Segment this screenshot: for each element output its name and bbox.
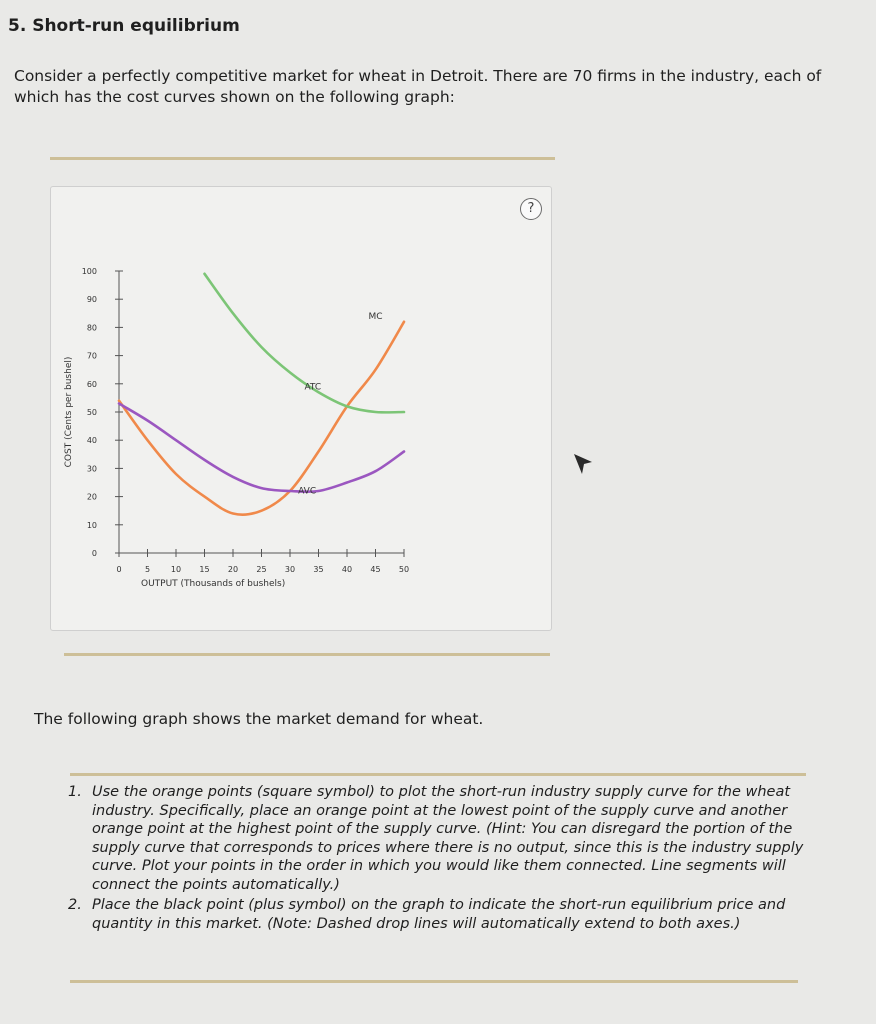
y-tick-label: 80: [86, 323, 97, 333]
instruction-number: 2.: [68, 897, 82, 913]
y-tick-label: 40: [86, 436, 97, 446]
x-tick-label: 30: [284, 565, 296, 574]
x-tick-label: 0: [116, 565, 122, 574]
divider-top: [50, 157, 555, 160]
y-tick-label: 10: [86, 520, 97, 530]
divider-instructions-top: [70, 773, 806, 776]
atc-curve-label: ATC: [304, 382, 322, 393]
help-icon[interactable]: ?: [520, 198, 542, 220]
mouse-pointer-icon: [572, 452, 596, 476]
y-tick-label: 100: [81, 267, 97, 276]
avc-curve: [119, 404, 404, 492]
mc-curve-label: MC: [368, 311, 383, 322]
x-tick-label: 10: [170, 565, 182, 574]
divider-instructions-bottom: [70, 980, 798, 983]
intro-text: Consider a perfectly competitive market for wheat in Detroit. There are 70 firms in the industry, each of which has the cost curves shown on the following graph:: [14, 67, 822, 106]
cost-curves-graph-panel: [50, 186, 552, 631]
y-tick-label: 0: [91, 549, 97, 558]
x-tick-label: 5: [144, 565, 151, 574]
instruction-item: [68, 896, 806, 933]
avc-curve-label: AVC: [298, 486, 317, 497]
x-tick-label: 20: [227, 565, 239, 574]
y-tick-label: 60: [86, 379, 97, 389]
demand-text: The following graph shows the market demand for wheat.: [34, 710, 484, 728]
x-tick-label: 45: [370, 565, 381, 574]
instruction-text: Place the black point (plus symbol) on the graph to indicate the short-run equilibrium price and quantity in this market. (Note: Dashed drop lines will automatically extend to both axes.): [92, 897, 786, 932]
y-tick-label: 70: [86, 351, 97, 361]
instructions-list: [68, 783, 806, 935]
divider-graph-bottom: [64, 653, 550, 656]
mc-curve: [119, 322, 404, 515]
instruction-number: 1.: [68, 784, 82, 800]
instruction-item: [68, 783, 806, 894]
instruction-text: Use the orange points (square symbol) to plot the short-run industry supply curve for the wheat industry. Specifically, place an orange point at the lowest point of the supply curve and another orange point at the highest point of the supply curve. (Hint: You can disregard the portion of the supply curve that corresponds to prices where there is no output, since this is the industry supply curve. Plot your points in the order in which you would like them connected. Line segments will connect the points automatically.): [92, 784, 804, 893]
y-tick-label: 90: [86, 295, 97, 305]
x-tick-label: 35: [313, 565, 324, 574]
y-tick-label: 50: [86, 408, 97, 417]
x-tick-label: 15: [199, 565, 210, 574]
y-axis-label: COST (Cents per bushel): [64, 356, 74, 468]
x-tick-label: 25: [256, 565, 267, 574]
cost-curves-chart: [51, 187, 551, 630]
x-tick-label: 50: [398, 565, 410, 574]
page-title: 5. Short-run equilibrium: [8, 16, 240, 36]
x-tick-label: 40: [341, 565, 353, 574]
y-tick-label: 20: [86, 492, 97, 502]
y-tick-label: 30: [86, 464, 97, 474]
x-axis-label: OUTPUT (Thousands of bushels): [141, 579, 286, 589]
